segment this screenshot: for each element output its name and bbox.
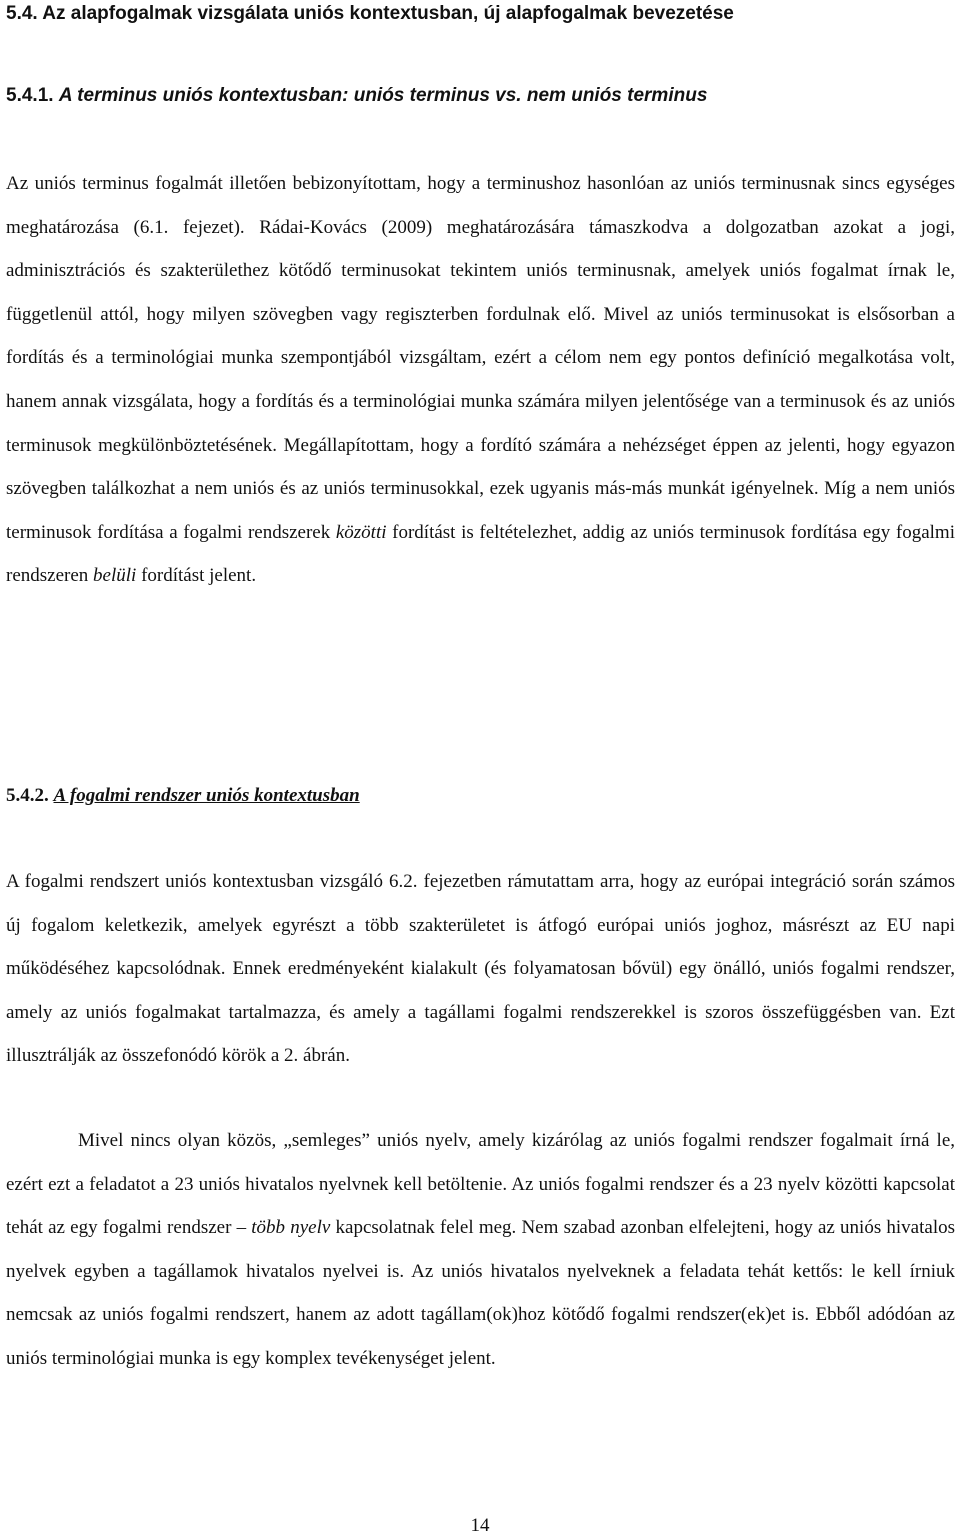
section-number: 5.4.1.: [6, 85, 54, 106]
paragraph-text: kapcsolatnak felel meg. Nem szabad azonban elfelejteni, hogy az uniós hivatalos nyelvek egyben a tagállamok hivatalos nyelvei is. Az uniós hivatalos nyelveknek a feladata tehát kettős: le kell írniuk nemcsak az uniós fogalmi rendszert, hanem az adott tagállam(ok)hoz kötődő fogalmi rendszer(ek)et is. Ebből adódóan az uniós terminológiai munka is egy komplex tevékenységet jelent.: [6, 1217, 956, 1369]
section-heading-5-4-2: [6, 784, 956, 808]
paragraph-fogalmi-rendszer: [6, 860, 955, 1078]
emphasis-kozotti: közötti: [335, 521, 387, 543]
emphasis-beluli: belüli: [93, 565, 137, 587]
paragraph-text: Mivel nincs olyan közös, „semleges” uniós nyelv, amely kizárólag az uniós fogalmi rendszer fogalmait írná le, ezért ezt a feladatot a 23 uniós hivatalos nyelvnek kell betöltenie. Az uniós fogalmi rendszer és a 23 nyelv közötti kapcsolat tehát az egy fogalmi rendszer –: [6, 1130, 955, 1239]
main-heading: 5.4. Az alapfogalmak vizsgálata uniós kontextusban, új alapfogalmak bevezetése: [6, 3, 734, 24]
paragraph-text: Az uniós terminus fogalmát illetően bebizonyítottam, hogy a terminushoz hasonlóan az uniós terminusnak sincs egységes meghatározása (6.1. fejezet). Rádai-Kovács (2009) meghatározására támaszkodva a dolgozatban azokat a jogi, adminisztrációs és szakterülethez kötődő terminusokat tekintem uniós terminusnak, amelyek uniós fogalmat írnak le, függetlenül attól, hogy milyen szövegben vagy regiszterben fordulnak elő. Mivel az uniós terminusokat is elsősorban a fordítás és a terminológiai munka szempontjából vizsgáltam, ezért a célom nem egy pontos definíció megalkotása volt, hanem annak vizsgálata, hogy a fordítás és a terminológiai munka számára milyen jelentősége van a terminusok és az uniós terminusok megkülönböztetésének. Megállapítottam, hogy a fordító számára a nehézséget éppen az jelenti, hogy egyazon szövegben találkozhat a nem uniós és az uniós terminusokkal, ezek ugyanis más-más munkát igényelnek. Míg a nem uniós terminusok fordítása a fogalmi rendszerek: [6, 173, 955, 543]
page-number: 14: [470, 1515, 490, 1536]
section-title: A fogalmi rendszer uniós kontextusban: [53, 785, 360, 806]
section-title: A terminus uniós kontextusban: uniós terminus vs. nem uniós terminus: [58, 85, 708, 106]
section-heading-5-4-1: [6, 84, 956, 108]
emphasis-tobb-nyelv: több nyelv: [251, 1217, 331, 1239]
paragraph-text: fordítást is feltételezhet, addig az uniós terminusok fordítása egy fogalmi rendszeren: [6, 521, 955, 587]
paragraph-text: fordítást jelent.: [136, 565, 257, 587]
paragraph-uniós-terminus: [6, 162, 955, 598]
paragraph-text: A fogalmi rendszert uniós kontextusban vizsgáló 6.2. fejezetben rámutattam arra, hogy az európai integráció során számos új fogalom keletkezik, amelyek egyrészt a több szakterületet is átfogó európai uniós joghoz, másrészt az EU napi működéséhez kapcsolódnak. Ennek eredményeként kialakult (és folyamatosan bővül) egy önálló, uniós fogalmi rendszer, amely az uniós fogalmakat tartalmazza, és amely a tagállami fogalmi rendszerekkel is szoros összefüggésben van. Ezt illusztrálják az összefonódó körök a 2. ábrán.: [6, 871, 955, 1067]
paragraph-nyelvek: [6, 1119, 955, 1381]
section-number: 5.4.2.: [6, 785, 49, 806]
